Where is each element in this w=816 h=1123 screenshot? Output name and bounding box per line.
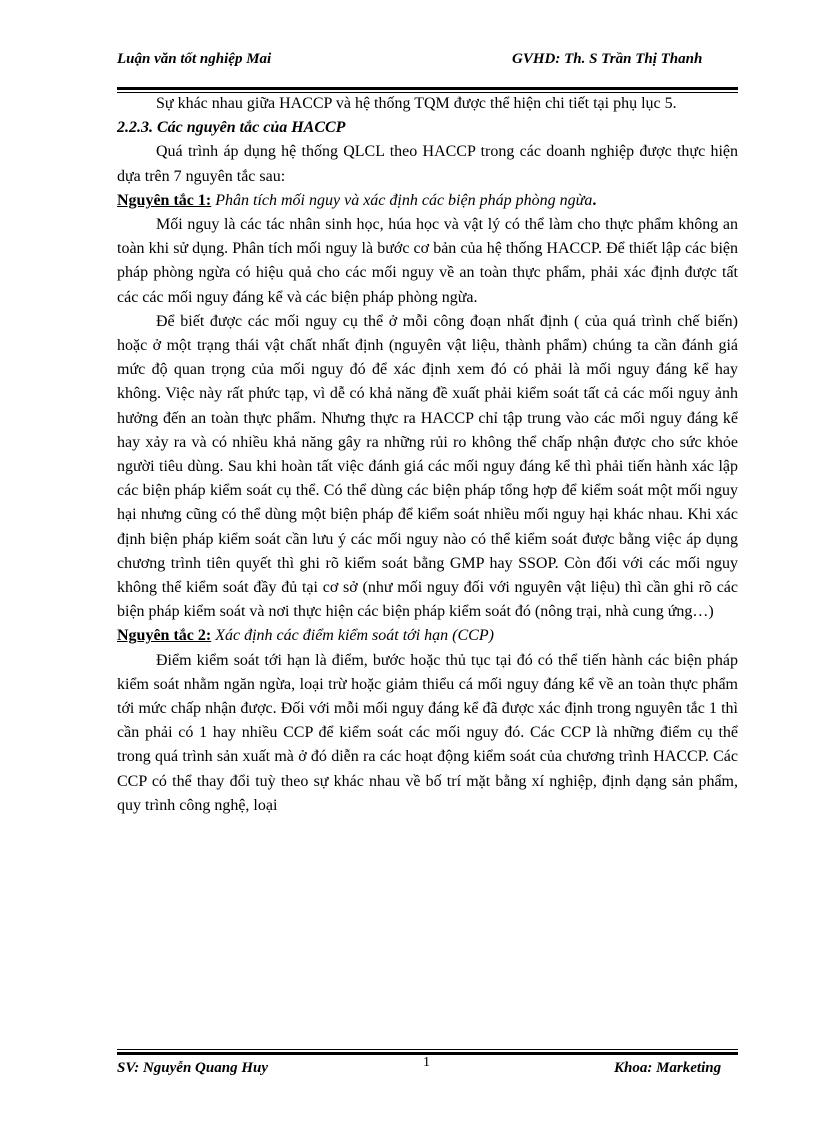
- principle-1-paragraph-1: Mối nguy là các tác nhân sinh học, húa học và vật lý có thể làm cho thực phẩm không an toàn khi sử dụng. Phân tích mối nguy là bước cơ bản của hệ thống HACCP. Để thiết lập các biện pháp phòng ngừa có hiệu quả cho các mối nguy về an toàn thực phẩm, phải xác định được tất các các mối nguy đáng kể và các biện pháp phòng ngừa.: [117, 216, 738, 306]
- principle-2-label: Nguyên tắc 2:: [117, 627, 212, 645]
- page-number: 1: [423, 1055, 430, 1070]
- principle-1-heading: [117, 189, 738, 213]
- footer-student: SV: Nguyễn Quang Huy: [117, 1060, 268, 1076]
- intro-paragraph: Sự khác nhau giữa HACCP và hệ thống TQM được thể hiện chi tiết tại phụ lục 5.: [156, 95, 677, 112]
- principle-2-title: Xác định các điểm kiểm soát tới hạn (CCP): [211, 627, 494, 645]
- section-intro-paragraph: Quá trình áp dụng hệ thống QLCL theo HACCP trong các doanh nghiệp được thực hiện dựa trên 7 nguyên tắc sau:: [117, 143, 738, 185]
- header-thesis-title: Luận văn tốt nghiệp Mai: [117, 51, 272, 67]
- principle-2-paragraph-1: Điểm kiểm soát tới hạn là điểm, bước hoặc thủ tục tại đó có thể tiến hành các biện pháp kiểm soát nhằm ngăn ngừa, loại trừ hoặc giảm thiểu cá mối nguy đáng kể về an toàn thực phẩm tới mức chấp nhận được. Đối với mỗi mối nguy đáng kể đã được xác định trong nguyên tắc 1 thì cần phải có 1 hay nhiều CCP để kiểm soát các mối nguy đó. Các CCP là những điểm cụ thể trong quá trình sản xuất mà ở đó diễn ra các hoạt động kiểm soát của chương trình HACCP. Các CCP có thể thay đổi tuỳ theo sự khác nhau về bố trí mặt bằng xí nghiệp, định dạng sản phẩm, quy trình công nghệ, loại: [117, 651, 738, 814]
- footer-faculty: Khoa: Marketing: [614, 1060, 722, 1076]
- principle-1-title: Phân tích mối nguy và xác định các biện pháp phòng ngừa: [211, 191, 593, 209]
- header-supervisor: GVHD: Th. S Trần Thị Thanh: [512, 51, 703, 67]
- principle-2-heading: [117, 624, 738, 648]
- section-heading: 2.2.3. Các nguyên tắc của HACCP: [117, 119, 346, 137]
- principle-1-label: Nguyên tắc 1:: [117, 191, 212, 209]
- header-rule-thick: [117, 87, 738, 90]
- principle-1-period: .: [592, 191, 597, 209]
- footer-rule-thin: [117, 1049, 738, 1050]
- principle-1-paragraph-2: Để biết được các mối nguy cụ thể ở mỗi công đoạn nhất định ( của quá trình chế biến) hoặc ở một trạng thái vật chất nhất định (nguyên vật liệu, thành phẩm) chúng ta cần đánh giá mức độ quan trọng của mối nguy đó để xác định xem đó có phải là mối nguy đáng kể hay không. Việc này rất phức tạp, vì dễ có khả năng đề xuất phải kiểm soát tất cả các mối nguy ảnh hưởng đến an toàn thực phẩm. Nhưng thực ra HACCP chỉ tập trung vào các mối nguy đáng kể hay xảy ra và có nhiều khả năng gây ra những rủi ro không thể chấp nhận được cho sức khỏe người tiêu dùng. Sau khi hoàn tất việc đánh giá các mối nguy đáng kể thì phải tiến hành xác lập các biện pháp kiểm soát cụ thể. Có thể dùng các biện pháp tổng hợp để kiểm soát một mối nguy hại nhưng cũng có thể dùng một biện pháp để kiểm soát nhiều mối nguy hại khác nhau. Khi xác định biện pháp kiểm soát cần lưu ý các mối nguy nào có thể kiểm soát được bằng việc áp dụng chương trình tiên quyết thì ghi rõ kiểm soát bằng GMP hay SSOP. Còn đối với các mối nguy không thể kiểm soát đầy đủ tại cơ sở (như mối nguy đối với nguyên vật liệu) thì cần ghi rõ các biện pháp kiểm soát và nơi thực hiện các biện pháp kiểm soát đó (nông trại, nhà cung ứng…): [117, 312, 738, 621]
- page-body: [117, 92, 738, 818]
